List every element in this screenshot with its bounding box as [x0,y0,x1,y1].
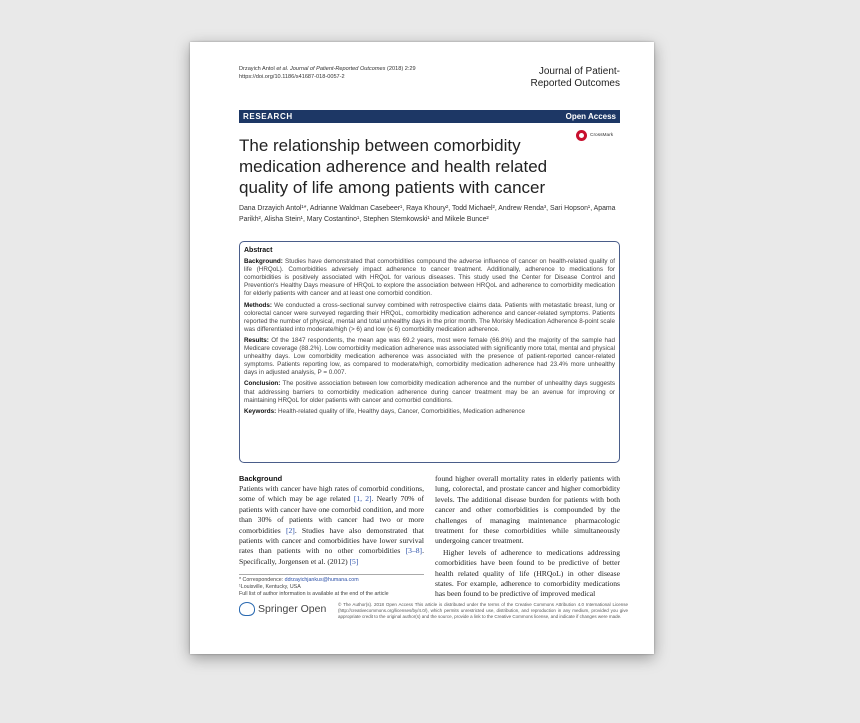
springer-horse-icon [239,602,255,616]
abstract-heading: Abstract [244,247,273,254]
background-text: Studies have demonstrated that comorbidities compound the adverse influence of cancer on health-related quality of life (HRQoL). Comorbidities adversely impact adherence to cancer treatment. Additionally, adherence to medications for comorbidities is positively associated with HRQoL for various diseases. This study used the Center for Disease Control and Prevention's Healthy Days measure of HRQoL to explore the association between HRQoL and adherence to comorbidity medication for elderly patients with cancer and at least one comorbid condition. [244,258,615,298]
abstract-keywords [244,408,615,416]
crossmark-icon [576,130,587,141]
article-type: RESEARCH [243,111,293,121]
paper-page [190,42,654,654]
left-column [239,474,424,567]
left-text-4: . Specifically, Jorgensen et al. (2012) [239,546,424,566]
keywords-text: Health-related quality of life, Healthy days, Cancer, Comorbidities, Medication adherence [276,407,526,415]
author-info-note: Full list of author information is available at the end of the article [239,591,389,597]
citation-year: (2018) 2:29 [385,66,416,72]
crossmark-label: CrossMark [590,133,614,138]
correspondence-label: * Correspondence: [239,577,285,583]
journal-name [531,66,621,90]
author-list: Dana Drzayich Antol¹*, Adrianne Waldman Casebeer¹, Raya Khoury², Todd Michael², Andrew Renda³, Sari Hopson¹, Apama Parikh², Alisha Stein¹, Mary Costantino¹, Stephen Stemkowski¹ and Mikele Bunce² [239,205,616,223]
journal-line-2: Reported Outcomes [530,78,620,89]
citation [239,65,416,81]
correspondence-email[interactable]: ddrzayichjankus@humana.com [284,577,359,583]
left-text-1: Patients with cancer have high rates of comorbid conditions, some of which may be age related [239,484,424,504]
left-text-2: . Nearly 70% of patients with cancer have one comorbid condition, and more than 30% of patients with cancer had two or more comorbidities [239,494,425,535]
methods-text: We conducted a cross-sectional survey combined with retrospective claims data. Patients with metastatic breast, lung or colorectal cancer were surveyed regarding their HRQoL, comorbidity medication adherence and cancer-related symptoms. Patients reported the number of physical, mental and total unhealthy days in the prior month. The Morisky Medication Adherence 8-point scale was differentiated into moderate/high (> 6) and low (≤ 6) comorbidity medication adherence. [244,301,615,333]
methods-label: Methods: [244,301,272,309]
ref-link[interactable]: [3–8] [405,546,423,556]
conclusion-text: The positive association between low comorbidity medication adherence and the number of unhealthy days suggests that addressing barriers to comorbidity medication adherence during cancer treatment may be an avenue for improving or maintaining HRQoL for older patients with cancer and comorbid conditions. [244,380,615,404]
right-paragraph-2: Higher levels of adherence to medications addressing comorbidities have been found to be predictive of better health related quality of life (HRQoL) in other disease states. For example, adherence to comorbidity medications has been found to be predictive of improved medical [435,547,620,599]
ref-link[interactable]: [2] [285,525,295,535]
citation-journal: et al. Journal of Patient-Reported Outcomes [276,66,386,72]
article-type-bar [239,110,620,123]
results-label: Results: [244,336,269,344]
right-column [435,474,620,600]
springer-open: Open [300,603,327,615]
paper-title: The relationship between comorbidity medication adherence and health related quality of life among patients with cancer [239,136,548,197]
license-text: © The Author(s). 2018 Open Access This article is distributed under the terms of the Creative Commons Attribution 4.0 International License (http://creativecommons.org/licenses/by/4.0/), which permits unrestricted use, distribution, and reproduction in any medium, provided you give appropriate credit to the original author(s) and the source, provide a link to the Creative Commons license, and indicate if changes were made. [338,602,628,619]
results-text: Of the 1847 respondents, the mean age was 69.2 years, most were female (66.8%) and the majority of the sample had Medicare coverage (88.2%). Low comorbidity medication adherence was associated with significantly more total, mental and physical unhealthy days. Low comorbidity medication adherence was associated with the presence of patient-reported cancer-related symptoms. Patients reporting low, as compared to moderate/high, comorbidity medication adherence had 23.4% more unhealthy days in adjusted analysis, P = 0.007. [244,336,615,377]
crossmark-badge[interactable] [576,130,620,142]
right-paragraph-1: found higher overall mortality rates in elderly patients with lung, colorectal, and prostate cancer and higher comorbidity levels. The additional disease burden for patients with both cancer and other comorbidities is compounded by the challenges of managing maintenance pharmacologic treatment for these comorbidities while simultaneously undergoing cancer treatment. [435,474,620,546]
citation-authors: Drzayich Antol [239,66,277,72]
abstract-box [239,241,620,463]
conclusion-label: Conclusion: [244,380,281,388]
left-text-3: . Studies have also demonstrated that patients with cancer and comorbidities have lower survival rates than patients with no other comorbidities [239,525,424,556]
abstract-results [244,337,615,377]
abstract-conclusion [244,380,615,404]
abstract-background [244,258,615,298]
springer-brand: Springer [258,603,298,615]
journal-line-1: Journal of Patient- [538,66,620,77]
abstract-methods [244,302,615,334]
ref-link[interactable]: [5] [349,556,359,566]
open-access-label: Open Access [565,111,616,121]
ref-link[interactable]: [1, 2] [353,494,372,504]
springer-open-logo [239,602,326,616]
background-label: Background: [244,258,283,266]
footnote [239,574,424,598]
left-paragraph [239,484,424,567]
doi-link[interactable]: https://doi.org/10.1186/s41687-018-0057-2 [239,74,345,80]
background-heading: Background [239,474,283,483]
affiliation: ¹Louisville, Kentucky, USA [239,584,301,590]
keywords-label: Keywords: [244,407,277,415]
